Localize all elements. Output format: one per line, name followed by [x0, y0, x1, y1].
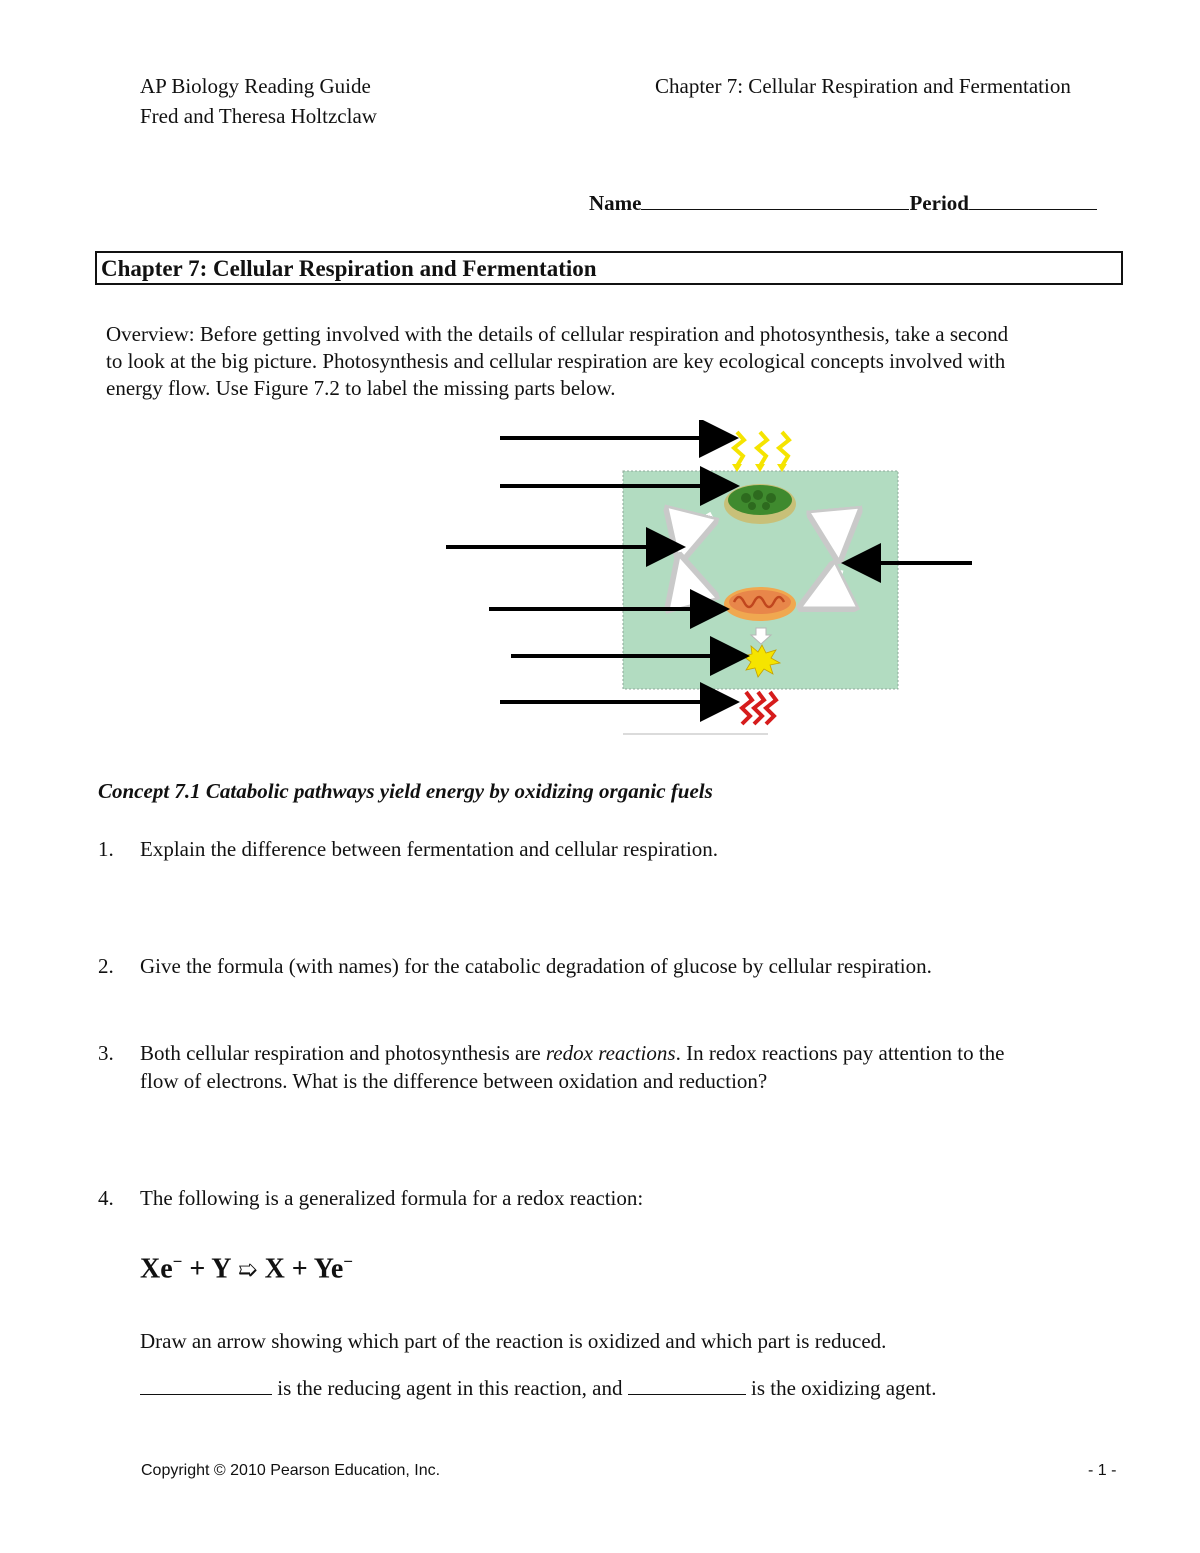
question-2-number: 2.	[98, 954, 114, 978]
draw-arrow-instruction: Draw an arrow showing which part of the reaction is oxidized and which part is reduced.	[140, 1329, 887, 1353]
name-blank[interactable]	[641, 191, 909, 210]
name-period-row	[589, 191, 1097, 216]
guide-title: AP Biology Reading Guide	[140, 74, 371, 98]
reaction-arrow-icon: ➯	[237, 1257, 258, 1284]
chapter-title-box	[95, 251, 1123, 285]
question-3-line-2: flow of electrons. What is the difference between oxidation and reduction?	[140, 1069, 768, 1093]
question-1-text: Explain the difference between fermentation and cellular respiration.	[140, 837, 719, 861]
equation-charge-2: −	[343, 1252, 353, 1271]
chloroplast-icon	[724, 484, 796, 524]
oxidizing-agent-blank[interactable]	[628, 1376, 746, 1395]
authors: Fred and Theresa Holtzclaw	[140, 104, 377, 128]
oxidizing-agent-text: is the oxidizing agent.	[750, 1376, 937, 1400]
equation-left: Xe	[140, 1253, 173, 1285]
overview-line-2: to look at the big picture. Photosynthesis and cellular respiration are key ecological concepts involved with	[106, 349, 1006, 373]
question-3-text-b: . In redox reactions pay attention to the	[675, 1041, 1005, 1065]
equation-plus: + Y	[182, 1253, 238, 1285]
reducing-agent-text: is the reducing agent in this reaction, and	[277, 1376, 623, 1400]
page-number: - 1 -	[1088, 1462, 1117, 1479]
concept-heading: Concept 7.1 Catabolic pathways yield energy by oxidizing organic fuels	[98, 779, 713, 803]
name-label: Name	[589, 191, 642, 215]
chapter-header: Chapter 7: Cellular Respiration and Fermentation	[655, 74, 1071, 98]
light-energy-icon	[732, 432, 789, 472]
chapter-title: Chapter 7: Cellular Respiration and Fermentation	[101, 256, 597, 281]
energy-flow-figure	[440, 420, 980, 740]
question-1-number: 1.	[98, 837, 114, 861]
equation-right: X + Ye	[257, 1253, 344, 1285]
overview-line-1: Overview: Before getting involved with the details of cellular respiration and photosynthesis, take a second	[106, 322, 1009, 346]
equation-charge-1: −	[172, 1252, 183, 1271]
agent-sentence	[140, 1376, 936, 1401]
mitochondrion-icon	[724, 587, 796, 621]
copyright: Copyright © 2010 Pearson Education, Inc.	[141, 1462, 441, 1479]
question-3-line-1	[140, 1041, 1004, 1066]
redox-equation	[140, 1252, 353, 1285]
question-4-text: The following is a generalized formula for a redox reaction:	[140, 1186, 644, 1210]
reducing-agent-blank[interactable]	[140, 1376, 272, 1395]
question-3-number: 3.	[98, 1041, 114, 1065]
period-blank[interactable]	[969, 191, 1097, 210]
question-3-emphasis: redox reactions	[545, 1041, 676, 1065]
overview-line-3: energy flow. Use Figure 7.2 to label the missing parts below.	[106, 376, 616, 400]
heat-energy-icon	[742, 692, 776, 724]
question-3-text-a: Both cellular respiration and photosynthesis are	[140, 1041, 546, 1065]
period-label: Period	[909, 191, 969, 215]
question-2-text: Give the formula (with names) for the catabolic degradation of glucose by cellular respiration.	[140, 954, 932, 978]
question-4-number: 4.	[98, 1186, 114, 1210]
